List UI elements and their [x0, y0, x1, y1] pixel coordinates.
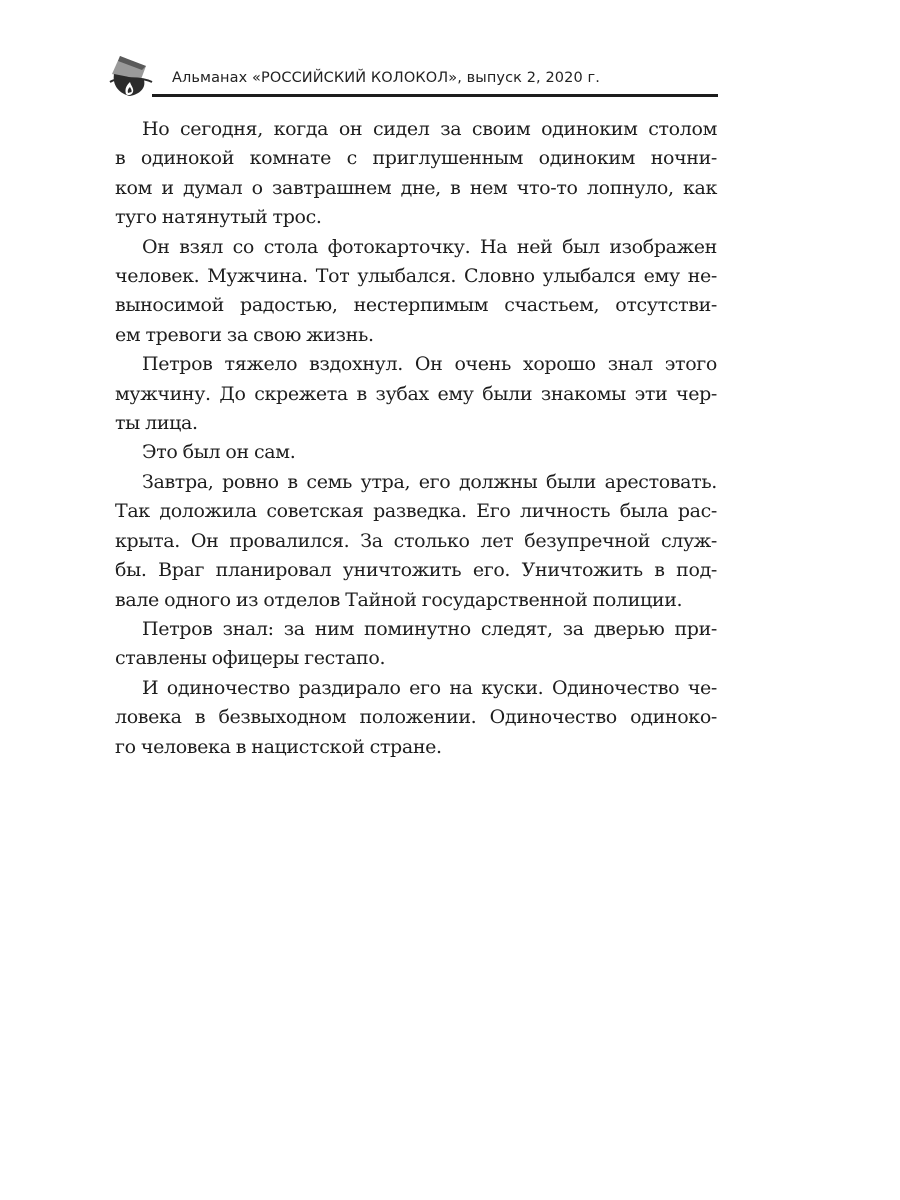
- text-line: туго натянутый трос.: [115, 206, 322, 229]
- text-line: Петров тяжело вздохнул. Он очень хорошо знал этого: [142, 353, 717, 376]
- text-line: И одиночество раздирало его на куски. Одиночество че-: [142, 676, 717, 699]
- text-line: Так доложила советская разведка. Его личность была рас-: [115, 500, 717, 523]
- header-divider: [152, 94, 718, 97]
- text-line: крыта. Он провалился. За столько лет безупречной служ-: [115, 529, 717, 552]
- body-text: [115, 115, 717, 762]
- text-line: Петров знал: за ним поминутно следят, за дверью при-: [142, 617, 717, 640]
- bell-icon: [106, 52, 154, 100]
- paragraph: [115, 438, 717, 467]
- text-line: Но сегодня, когда он сидел за своим одиноким столом: [142, 118, 717, 140]
- running-header: [106, 52, 718, 102]
- text-line: ком и думал о завтрашнем дне, в нем что-то лопнуло, как: [115, 176, 717, 199]
- text-line: ловека в безвыходном положении. Одиночество одиноко-: [115, 706, 717, 729]
- paragraph: [115, 350, 717, 438]
- text-line: в одинокой комнате с приглушенным одиноким ночни-: [115, 147, 717, 170]
- text-line: мужчину. До скрежета в зубах ему были знакомы эти чер-: [115, 382, 717, 405]
- header-title: Альманах «РОССИЙСКИЙ КОЛОКОЛ», выпуск 2, 2020 г.: [172, 70, 600, 86]
- text-line: Он взял со стола фотокарточку. На ней был изображен: [142, 235, 717, 258]
- text-line: ставлены офицеры гестапо.: [115, 647, 386, 670]
- paragraph: [115, 468, 717, 615]
- text-line: ты лица.: [115, 412, 198, 435]
- paragraph: [115, 674, 717, 762]
- paragraph: [115, 233, 717, 351]
- text-line: выносимой радостью, нестерпимым счастьем, отсутстви-: [115, 294, 717, 317]
- text-line: Это был он сам.: [142, 441, 296, 464]
- paragraph: [115, 615, 717, 674]
- text-line: го человека в нацистской стране.: [115, 735, 442, 758]
- text-line: Завтра, ровно в семь утра, его должны были арестовать.: [142, 470, 717, 493]
- text-line: бы. Враг планировал уничтожить его. Уничтожить в под-: [115, 559, 717, 582]
- paragraph: [115, 115, 717, 233]
- text-line: вале одного из отделов Тайной государственной полиции.: [115, 588, 683, 611]
- text-line: человек. Мужчина. Тот улыбался. Словно улыбался ему не-: [115, 265, 717, 288]
- text-line: ем тревоги за свою жизнь.: [115, 323, 374, 346]
